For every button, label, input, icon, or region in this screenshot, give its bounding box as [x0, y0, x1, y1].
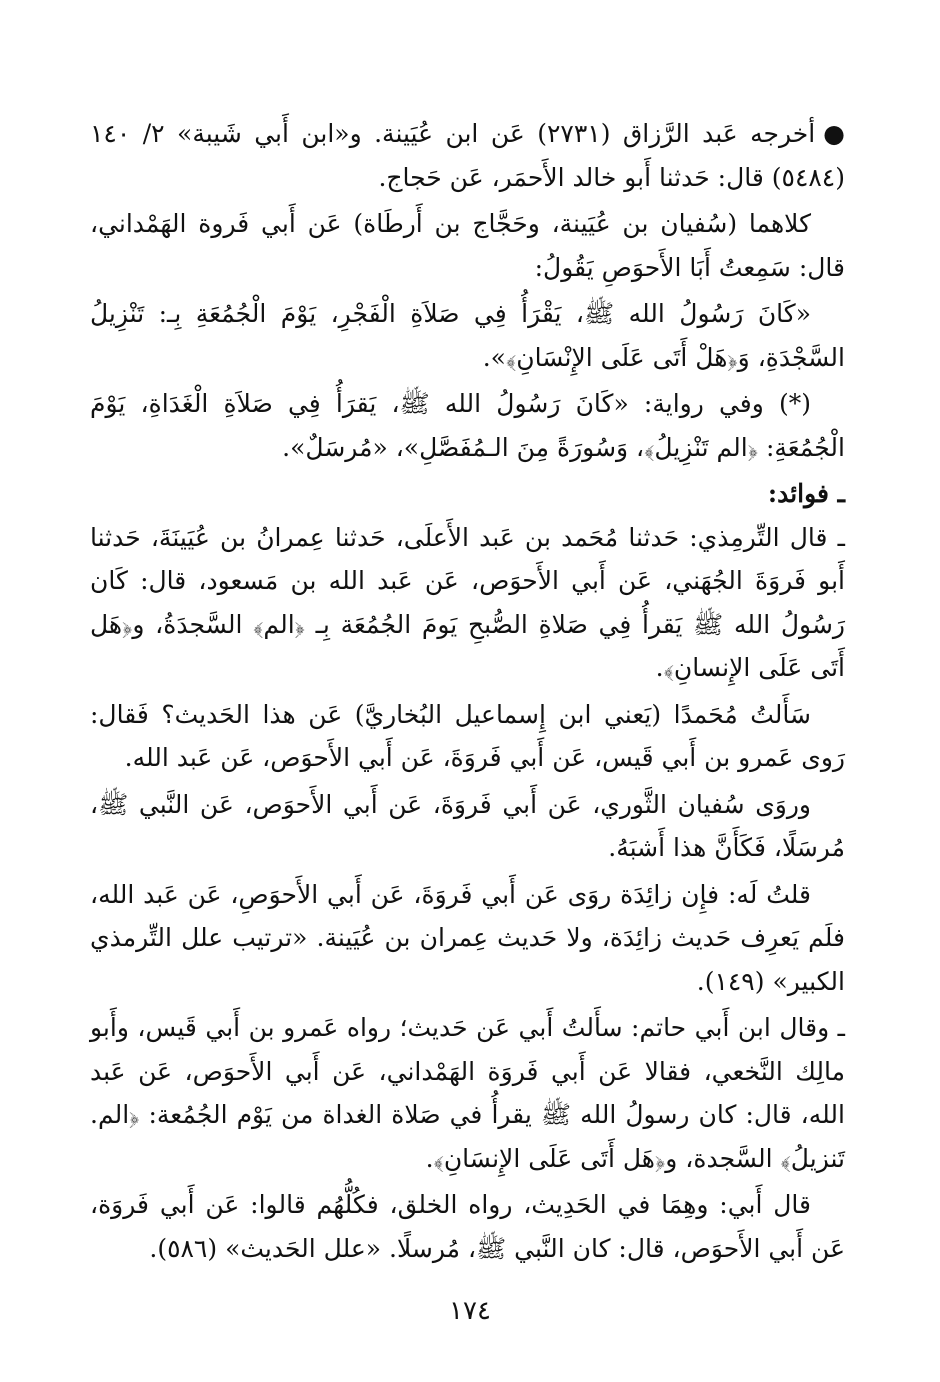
paragraph-takhrij — [90, 112, 845, 199]
bullet-icon: ● — [823, 119, 845, 148]
paragraph-thawri: وروَى سُفيان الثَّوري، عَن أَبي فَروَةَ، عَن أَبي الأَحوَص، عَن النَّبي ﷺ، مُرسَلًا، فَكَأَنَّ هذا أَشبَهُ. — [90, 789, 845, 862]
paragraph-abi-reply: قال أَبي: وهِمَا في الحَدِيث، رواه الخلق، فكُلُّهُم قالوا: عَن أَبي فَروَة، عَن أَبي الأَحوَص، قال: كان النَّبي ﷺ، مُرسلًا. «علل الحَديث» (٥٨٦). — [90, 1190, 845, 1263]
paragraph-bukhari-question: سَأَلتُ مُحَمدًا (يَعني ابن إِسماعيل البُخاريَّ) عَن هذا الحَديث؟ فَقال: رَوى عَمرو بن أَبي قَيس، عَن أَبي فَروَةَ، عَن أَبي الأَحوَص، عَن عَبد الله. — [90, 699, 845, 772]
paragraph-zaida: قلتُ لَه: فإِن زائِدَة روَى عَن أَبي فَروَةَ، عَن أَبي الأَحوَصِ، عَن عَبد الله، فلَم يَعرِف حَديث زائِدَة، ولا حَديث عِمران بن عُيَينة. «ترتيب علل التِّرمذي الكبير» (١٤٩). — [90, 879, 845, 996]
paragraph-text: أخرجه عَبد الرَّزاق (٢٧٣١) عَن ابن عُيَينة. و«ابن أَبي شَيبة» ٢/ ١٤٠ (٥٤٨٤) قال: حَدثنا أَبو خالد الأَحمَر، عَن حَجاج. — [90, 119, 845, 192]
paragraph-chain: كلاهما (سُفيان بن عُيَينة، وحَجَّاج بن أَرطَاة) عَن أَبي فَروة الهَمْداني، قال: سَمِعتُ أَبَا الأَحوَصِ يَقُولُ: — [90, 209, 845, 282]
page-number: ١٧٤ — [449, 1296, 491, 1326]
paragraph-riwaya: (*) وفي رواية: «كَانَ رَسُولُ الله ﷺ، يَقرَأُ فِي صَلاَةِ الْغَدَاةِ، يَوْمَ الْجُمُعَةِ: ﴿الم تَنْزِيلُ﴾، وَسُورَةً مِنَ الـمُفَصَّلِ»، «مُرسَلٌ». — [90, 389, 845, 462]
paragraph-tirmidhi: ـ قال التِّرمِذي: حَدثنا مُحَمد بن عَبد الأَعلَى، حَدثنا عِمرانُ بن عُيَينَةَ، حَدثنا أَبو فَروَةَ الجُهَني، عَن أَبي الأَحوَص، عَن عَبد الله بن مَسعود، قال: كَان رَسُولُ الله ﷺ يَقرأُ فِي صَلاةِ الصُّبحِ يَومَ الجُمُعَة بِـ ﴿الم﴾ السَّجدَةُ، و﴿هَل أَتَى عَلَى الإِنسانِ﴾. — [90, 522, 845, 682]
document-body — [90, 112, 845, 1273]
paragraph-ibn-abi-hatim: ـ وقال ابن أَبي حاتم: سأَلتُ أَبي عَن حَديث؛ رواه عَمرو بن أَبي قَيس، وأَبو مالِك النَّخعي، فقالا عَن أَبي فَروَة الهَمْداني، عَن أَبي الأَحوَص، عَن عَبد الله، قال: كان رسولُ الله ﷺ يقرأُ في صَلاة الغداة من يَوْم الجُمُعة: ﴿الم. تَنزيلُ﴾ السَّجدة، و﴿هَل أَتَى عَلَى الإِنسَانِ﴾. — [90, 1013, 845, 1173]
section-heading-fawaid: ـ فوائد: — [767, 479, 845, 508]
paragraph-hadith-text: «كَانَ رَسُولُ الله ﷺ، يَقْرَأُ فِي صَلاَةِ الْفَجْرِ، يَوْمَ الْجُمُعَةِ بِـ: تَنْزِيلُ السَّجْدَةِ، وَ﴿هَلْ أَتَى عَلَى الإِنْسَانِ﴾». — [90, 299, 845, 372]
